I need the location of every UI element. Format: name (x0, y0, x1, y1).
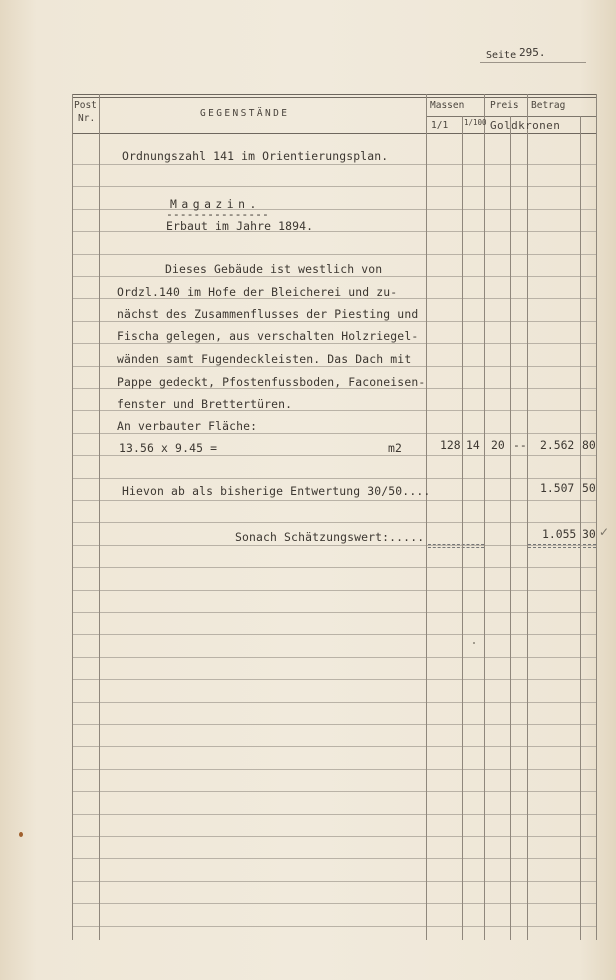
ruled-line (72, 254, 596, 255)
paper-speck (473, 642, 475, 644)
page-number-label: Seite (486, 50, 517, 61)
col-rule-preis (484, 94, 485, 940)
ruled-line (72, 612, 596, 613)
ruled-line (72, 522, 596, 523)
line-area-unit: m2 (388, 441, 403, 455)
ruled-line (72, 276, 596, 277)
ruled-line (72, 926, 596, 927)
ruled-line (72, 455, 596, 456)
header-betrag: Betrag (531, 100, 566, 111)
header-currency: Goldkronen (490, 119, 561, 132)
col-rule-right (596, 94, 597, 940)
ruled-line (72, 746, 596, 747)
ruled-line (72, 724, 596, 725)
line-erbaut: Erbaut im Jahre 1894. (166, 219, 314, 233)
ruled-line (72, 657, 596, 658)
ruled-line (72, 836, 596, 837)
col-rule-preis-sub (510, 116, 511, 940)
line-area-label: An verbauter Fläche: (117, 419, 258, 433)
total-double-rule-1 (428, 544, 484, 548)
ruled-line (72, 814, 596, 815)
col-rule-massen (426, 94, 427, 940)
line-desc-7: fenster und Brettertüren. (117, 397, 293, 411)
paper-stain (19, 832, 23, 837)
total-double-rule-2 (528, 544, 596, 548)
table-top-rule-double (72, 97, 596, 98)
header-post: Post (74, 100, 97, 111)
line-area-calc: 13.56 x 9.45 = (119, 441, 218, 455)
page-number-rule (480, 62, 586, 63)
ruled-line (72, 231, 596, 232)
line-ordnungszahl: Ordnungszahl 141 im Orientierungsplan. (122, 149, 389, 163)
amount-int: 2.562 (540, 438, 575, 452)
check-mark: ✓ (599, 525, 610, 539)
ruled-line (72, 590, 596, 591)
estimate-dec: 30 (582, 527, 596, 541)
ruled-line (72, 702, 596, 703)
col-rule-betrag-sub (580, 116, 581, 940)
ruled-line (72, 321, 596, 322)
ruled-line (72, 679, 596, 680)
ruled-line (72, 209, 596, 210)
line-desc-6: Pappe gedeckt, Pfostenfussboden, Faconeisen- (117, 375, 426, 389)
ruled-line (72, 858, 596, 859)
header-bottom-rule (72, 133, 596, 134)
deduction-dec: 50 (582, 481, 596, 495)
line-desc-1: Dieses Gebäude ist westlich von (165, 262, 383, 276)
header-massen-1-100: 1/100 (464, 118, 487, 127)
ruled-line (72, 769, 596, 770)
area-value-int: 128 (440, 438, 461, 452)
header-gegenstaende: GEGENSTÄNDE (200, 108, 290, 119)
header-massen: Massen (430, 100, 465, 111)
amount-dec: 80 (582, 438, 596, 452)
line-desc-3: nächst des Zusammenflusses der Piesting und (117, 307, 419, 321)
col-rule-post (99, 94, 100, 940)
header-massen-1-1: 1/1 (431, 120, 449, 131)
ruled-line (72, 791, 596, 792)
ruled-line (72, 186, 596, 187)
ruled-line (72, 634, 596, 635)
table-top-rule (72, 94, 596, 95)
estimate-int: 1.055 (542, 527, 577, 541)
ruled-line (72, 881, 596, 882)
ruled-line (72, 903, 596, 904)
header-preis: Preis (490, 100, 519, 111)
ruled-line (72, 500, 596, 501)
ruled-line (72, 567, 596, 568)
col-rule-left (72, 94, 73, 940)
page-number: 295. (519, 46, 546, 59)
deduction-int: 1.507 (540, 481, 575, 495)
ruled-line (72, 433, 596, 434)
header-nr: Nr. (78, 113, 96, 124)
ruled-line (72, 343, 596, 344)
line-desc-5: wänden samt Fugendeckleisten. Das Dach mit (117, 352, 412, 366)
ruled-line (72, 545, 596, 546)
line-title: Magazin. (170, 197, 261, 211)
line-deduction: Hievon ab als bisherige Entwertung 30/50.... (122, 484, 431, 498)
ruled-line (72, 366, 596, 367)
col-rule-betrag (527, 94, 528, 940)
price-dec: -- (513, 438, 527, 452)
ruled-line (72, 478, 596, 479)
line-desc-2: Ordzl.140 im Hofe der Bleicherei und zu- (117, 285, 398, 299)
line-desc-4: Fischa gelegen, aus verschalten Holzriegel- (117, 329, 419, 343)
line-estimate: Sonach Schätzungswert:..... (235, 530, 425, 544)
line-title-underline: --------------- (166, 207, 269, 221)
col-rule-massen-sub (462, 116, 463, 940)
header-sub-rule (426, 116, 596, 117)
ruled-line (72, 164, 596, 165)
price-int: 20 (491, 438, 505, 452)
area-value-dec: 14 (466, 438, 480, 452)
